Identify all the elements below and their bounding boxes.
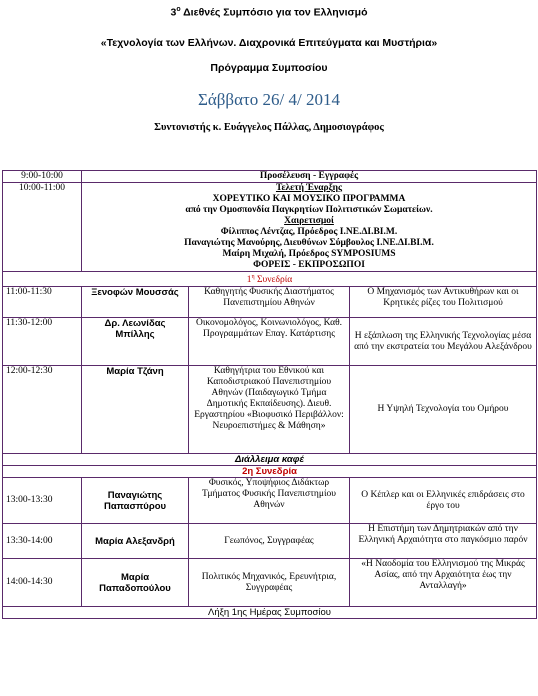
time-cell: 12:00-12:30 — [3, 366, 82, 454]
speaker-name: Μαρία Παπαδοπούλου — [82, 559, 189, 607]
session-1-heading: $1^\eta$ Συνεδρία — [3, 272, 537, 287]
time-cell: 9:00-10:00 — [3, 171, 82, 183]
table-row — [3, 478, 537, 524]
table-row — [3, 183, 537, 272]
table-row — [3, 318, 537, 366]
program-heading: Πρόγραμμα Συμποσίου — [210, 62, 328, 74]
time-cell: 11:00-11:30 — [3, 287, 82, 318]
time-cell: 10:00-11:00 — [3, 183, 82, 272]
talk-topic: Ο Μηχανισμός των Αντικυθήρων και οι Κρητικές ρίζες του Πολιτισμού — [350, 287, 537, 318]
talk-topic: Η Επιστήμη των Δημητριακών από την Ελληνική Αρχαιότητα στο παγκόσμιο παρόν — [350, 524, 537, 559]
table-row — [3, 524, 537, 559]
table-row — [3, 454, 537, 466]
day-end: Λήξη 1ης Ημέρας Συμποσίου — [3, 607, 537, 619]
ceremony-heading: Τελετή Έναρξης — [275, 183, 343, 193]
table-row — [3, 607, 537, 619]
talk-topic: Η Υψηλή Τεχνολογία του Ομήρου — [350, 366, 537, 454]
symposium-subtitle: «Τεχνολογία των Ελλήνων. Διαχρονικά Επιτεύγματα και Μυστήρια» — [100, 37, 438, 49]
speaker-name: Παναγιώτης Παπασπύρου — [82, 478, 189, 524]
speaker-role: Καθηγήτρια του Εθνικού και Καποδιστριακού Πανεπιστημίου Αθηνών (Παιδαγωγικό Τμήμα Δημοτικής Εκπαίδευσης). Διευθ. Εργαστηρίου «Βιοφυσικό Περιβάλλον: Νευροεπιστήμες & Μάθηση» — [189, 366, 350, 454]
table-row — [3, 171, 537, 183]
time-cell: 11:30-12:00 — [3, 318, 82, 366]
table-row — [3, 366, 537, 454]
time-cell: 13:30-14:00 — [3, 524, 82, 559]
talk-topic: Ο Κέπλερ και οι Ελληνικές επιδράσεις στο έργο του — [350, 478, 537, 524]
table-row — [3, 466, 537, 478]
speaker-role: Καθηγητής Φυσικής Διαστήματος Πανεπιστημίου Αθηνών — [189, 287, 350, 318]
talk-topic: «Η Ναοδομία του Ελληνισμού της Μικράς Ασίας, από την Αρχαιότητα έως την Ανταλλαγή» — [350, 559, 537, 607]
symposium-title: $3^o$ Διεθνές Συμπόσιο για τον Ελληνισμό — [170, 6, 368, 19]
speaker-role: Φυσικός, Υποψήφιος Διδάκτωρ Τμήματος Φυσικής Πανεπιστημίου Αθηνών — [189, 478, 350, 524]
program-date: Σάββατο 26/ 4/ 2014 — [197, 90, 341, 109]
table-row — [3, 559, 537, 607]
speaker-role: Οικονομολόγος, Κοινωνιολόγος, Καθ. Προγραμμάτων Επαγ. Κατάρτισης — [189, 318, 350, 366]
federation-line: από την Ομοσπονδία Παγκρητίων Πολιτιστικών Σωματείων. — [185, 205, 433, 215]
speaker-role: Γεωπόνος, Συγγραφέας — [189, 524, 350, 559]
table-row — [3, 287, 537, 318]
coffee-break: Διάλλειμα καφέ — [3, 454, 537, 466]
opening-ceremony-cell — [82, 183, 537, 272]
speaker-role: Πολιτικός Μηχανικός, Ερευνήτρια, Συγγραφέας — [189, 559, 350, 607]
schedule-table — [2, 170, 537, 619]
talk-topic: Η εξάπλωση της Ελληνικής Τεχνολογίας μέσα από την εκστρατεία του Μεγάλου Αλεξάνδρου — [350, 318, 537, 366]
speaker-name: Ξενοφών Μουσσάς — [82, 287, 189, 318]
time-cell: 14:00-14:30 — [3, 559, 82, 607]
coordinator-line: Συντονιστής κ. Ευάγγελος Πάλλας, Δημοσιογράφος — [154, 122, 384, 133]
greetings-heading: Χαιρετισμοί — [284, 216, 334, 226]
music-program: ΧΟΡΕΥΤΙΚΟ ΚΑΙ ΜΟΥΣΙΚΟ ΠΡΟΓΡΑΜΜΑ — [212, 194, 406, 204]
greeting-speaker: Μαίρη Μιχαλή, Πρόεδρος SYMPOSIUMS — [222, 249, 396, 259]
table-row — [3, 272, 537, 287]
speaker-name: Μαρία Αλεξανδρή — [82, 524, 189, 559]
greeting-speaker: ΦΟΡΕΙΣ - ΕΚΠΡΟΣΩΠΟΙ — [253, 260, 365, 270]
speaker-name: Δρ. Λεωνίδας Μπίλλης — [82, 318, 189, 366]
time-cell: 13:00-13:30 — [3, 478, 82, 524]
greeting-speaker: Παναγιώτης Μανούρης, Διευθύνων Σύμβουλος Ι.ΝΕ.ΔΙ.ΒΙ.Μ. — [184, 238, 434, 248]
speaker-name: Μαρία Τζάνη — [82, 366, 189, 454]
greeting-speaker: Φίλιππος Λέντζας, Πρόεδρος Ι.ΝΕ.ΔΙ.ΒΙ.Μ. — [220, 227, 398, 237]
arrival-label: Προσέλευση - Εγγραφές — [82, 171, 537, 183]
session-2-heading: 2η Συνεδρία — [3, 466, 537, 478]
